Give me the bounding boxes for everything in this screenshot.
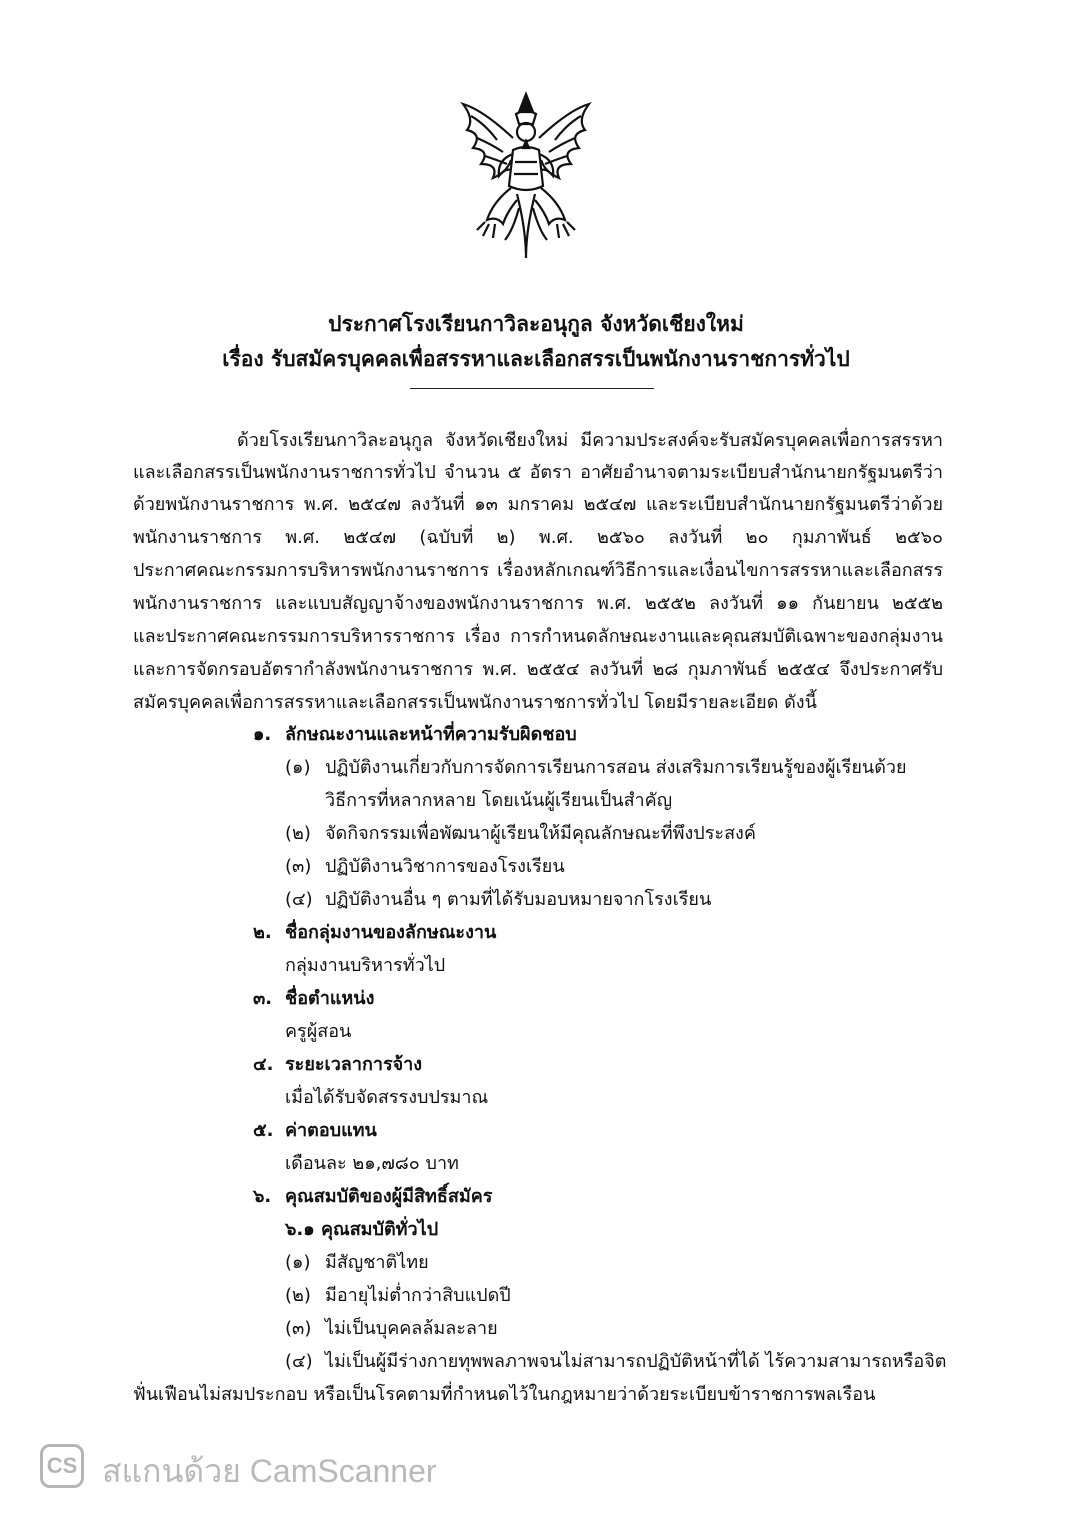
intro-line: ด้วยพนักงานราชการ พ.ศ. ๒๕๔๗ ลงวันที่ ๑๓ มกราคม ๒๕๔๗ และระเบียบสำนักนายกรัฐมนตรีว่าด้วย [133,494,943,515]
camscanner-logo-icon: CS [40,1444,84,1488]
announcement-title: ประกาศโรงเรียนกาวิละอนุกูล จังหวัดเชียงใหม่ [328,312,744,336]
section-heading-3: ๓. ชื่อตำแหน่ง [253,988,375,1009]
intro-line: และประกาศคณะกรรมการบริหารราชการ เรื่อง การกำหนดลักษณะงานและคุณสมบัติเฉพาะของกลุ่มงาน [133,626,943,647]
list-item-continuation: วิธีการที่หลากหลาย โดยเน้นผู้เรียนเป็นสำคัญ [325,790,673,811]
section-value-3: ครูผู้สอน [285,1021,352,1042]
intro-line: พนักงานราชการ พ.ศ. ๒๕๔๗ (ฉบับที่ ๒) พ.ศ. ๒๕๖๐ ลงวันที่ ๒๐ กุมภาพันธ์ ๒๕๖๐ [133,527,943,548]
garuda-emblem [453,90,599,265]
list-item-continuation: ฟั่นเฟือนไม่สมประกอบ หรือเป็นโรคตามที่กำหนดไว้ในกฎหมายว่าด้วยระเบียบข้าราชการพลเรือน [133,1384,876,1405]
section-heading-4: ๔. ระยะเวลาการจ้าง [253,1054,423,1075]
section-value-5: เดือนละ ๒๑,๗๘๐ บาท [285,1153,459,1174]
section-heading-2: ๒. ชื่อกลุ่มงานของลักษณะงาน [253,922,497,943]
list-item: (๔) ปฏิบัติงานอื่น ๆ ตามที่ได้รับมอบหมายจากโรงเรียน [285,889,712,910]
camscanner-text: สแกนด้วย CamScanner [102,1453,437,1489]
list-item: (๔) ไม่เป็นผู้มีร่างกายทุพพลภาพจนไม่สามารถปฏิบัติหน้าที่ได้ ไร้ความสามารถหรือจิต [285,1351,947,1372]
list-item: (๓) ไม่เป็นบุคคลล้มละลาย [285,1318,498,1339]
section-heading-5: ๕. ค่าตอบแทน [253,1120,377,1141]
intro-line: สมัครบุคคลเพื่อการสรรหาและเลือกสรรเป็นพนักงานราชการทั่วไป โดยมีรายละเอียด ดังนี้ [133,692,817,713]
intro-line: พนักงานราชการ และแบบสัญญาจ้างของพนักงานราชการ พ.ศ. ๒๕๕๒ ลงวันที่ ๑๑ กันยายน ๒๕๕๒ [133,593,943,614]
subsection-heading-6-1: ๖.๑ คุณสมบัติทั่วไป [285,1219,439,1240]
intro-line: ประกาศคณะกรรมการบริหารพนักงานราชการ เรื่องหลักเกณฑ์วิธีการและเงื่อนไขการสรรหาและเลือกสรร [133,560,943,581]
list-item: (๑) มีสัญชาติไทย [285,1252,429,1273]
list-item: (๒) จัดกิจกรรมเพื่อพัฒนาผู้เรียนให้มีคุณลักษณะที่พึงประสงค์ [285,823,756,844]
intro-line: ด้วยโรงเรียนกาวิละอนุกูล จังหวัดเชียงใหม่ มีความประสงค์จะรับสมัครบุคคลเพื่อการสรรหา [237,430,943,451]
title-divider [410,388,654,389]
list-item: (๒) มีอายุไม่ต่ำกว่าสิบแปดปี [285,1285,511,1306]
intro-line: และเลือกสรรเป็นพนักงานราชการทั่วไป จำนวน ๕ อัตรา อาศัยอำนาจตามระเบียบสำนักนายกรัฐมนตรีว่า [133,462,943,483]
list-item: (๑) ปฏิบัติงานเกี่ยวกับการจัดการเรียนการสอน ส่งเสริมการเรียนรู้ของผู้เรียนด้วย [285,757,907,778]
section-heading-1: ๑. ลักษณะงานและหน้าที่ความรับผิดชอบ [253,724,577,745]
section-value-4: เมื่อได้รับจัดสรรงบปรมาณ [285,1087,489,1108]
section-heading-6: ๖. คุณสมบัติของผู้มีสิทธิ์สมัคร [253,1186,493,1207]
list-item: (๓) ปฏิบัติงานวิชาการของโรงเรียน [285,856,565,877]
announcement-subject: เรื่อง รับสมัครบุคคลเพื่อสรรหาและเลือกสรรเป็นพนักงานราชการทั่วไป [222,347,850,371]
intro-line: และการจัดกรอบอัตรากำลังพนักงานราชการ พ.ศ. ๒๕๕๔ ลงวันที่ ๒๘ กุมภาพันธ์ ๒๕๕๔ จึงประกาศรับ [133,659,943,680]
section-value-2: กลุ่มงานบริหารทั่วไป [285,955,446,976]
